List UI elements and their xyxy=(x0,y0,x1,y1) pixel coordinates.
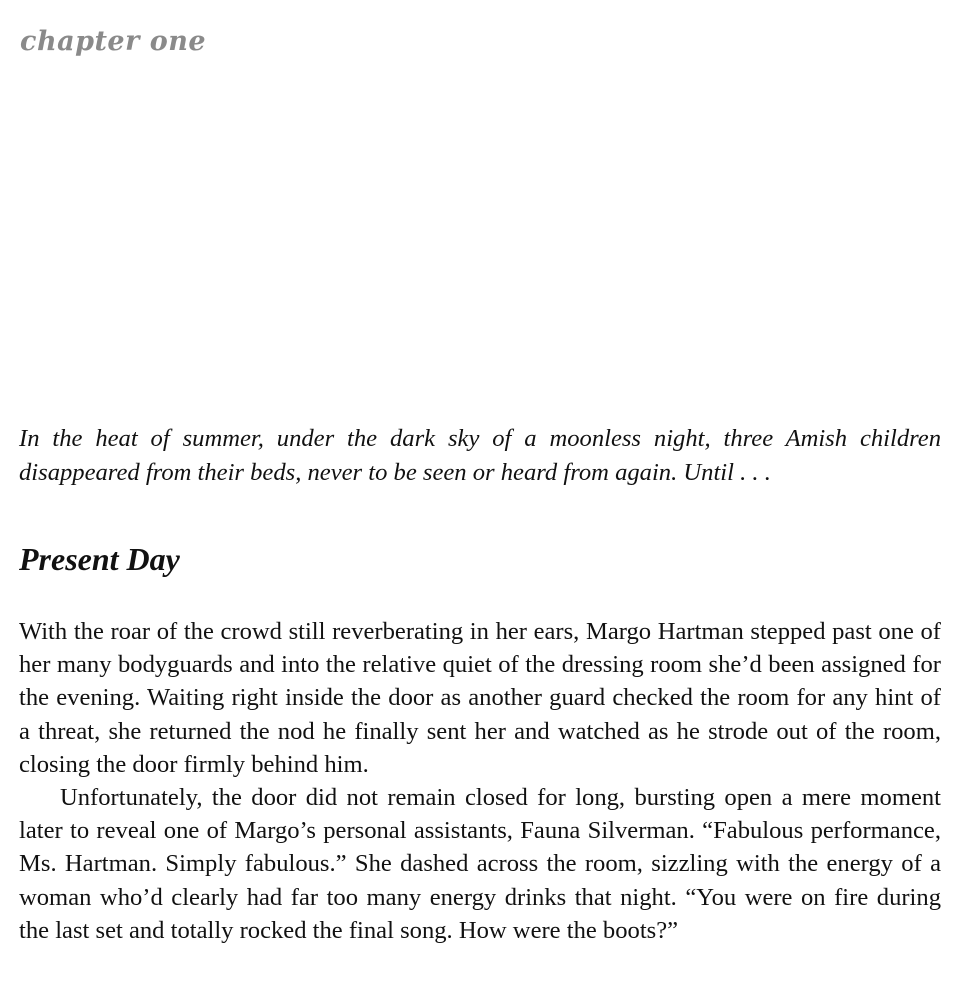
body-text xyxy=(19,615,941,947)
chapter-heading: chapter one xyxy=(20,26,207,57)
epigraph-text: In the heat of summer, under the dark sky of a moonless night, three Amish children disappeared from their beds, never to be seen or heard from again. Until . . . xyxy=(19,425,941,486)
body-paragraph: With the roar of the crowd still reverberating in her ears, Margo Hartman stepped past one of her many bodyguards and into the relative quiet of the dressing room she’d been assigned for the evening. Waiting right inside the door as another guard checked the room for any hint of a threat, she returned the nod he finally sent her and watched as he strode out of the room, closing the door firmly behind him. xyxy=(19,618,941,778)
body-paragraph: Unfortunately, the door did not remain closed for long, bursting open a mere moment later to reveal one of Margo’s personal assistants, Fauna Silverman. “Fabulous performance, Ms. Hartman. Simply fabulous.” She dashed across the room, sizzling with the energy of a woman who’d clearly had far too many energy drinks that night. “You were on fire during the last set and totally rocked the final song. How were the boots?” xyxy=(19,784,941,944)
section-heading: Present Day xyxy=(19,541,180,577)
